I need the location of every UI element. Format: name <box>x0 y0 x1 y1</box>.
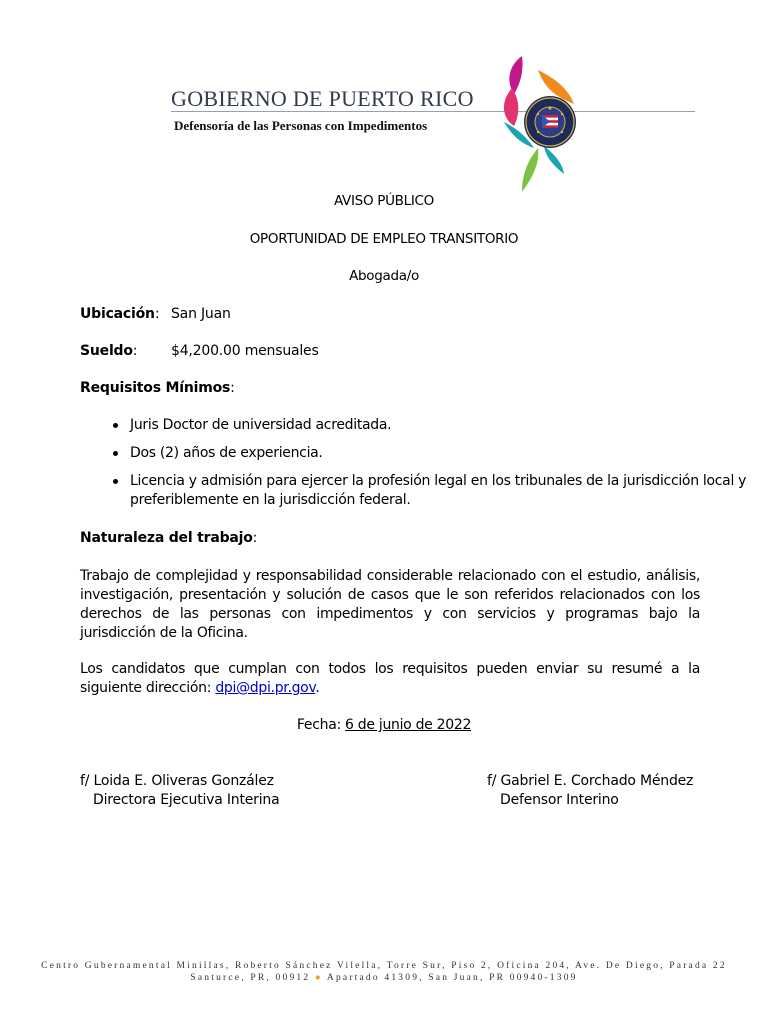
header-divider <box>171 111 695 112</box>
footer-address-part: Santurce, PR, 00912 <box>190 973 311 983</box>
signature-right <box>487 772 693 810</box>
signature-left <box>80 772 279 810</box>
notice-position: Abogada/o <box>349 268 419 284</box>
date-label: Fecha: <box>296 717 346 733</box>
nature-paragraph: Trabajo de complejidad y responsabilidad considerable relacionado con el estudio, análisis, investigación, presentación y solución de casos que le son referidos relacionados con los derechos de las personas con impedimentos y con servicios y programas bajo la jurisdicción de la Oficina. <box>80 568 700 641</box>
apply-text: Los candidatos que cumplan con todos los requisitos pueden enviar su resumé a la siguiente dirección: <box>80 661 700 696</box>
signature-title: Directora Ejecutiva Interina <box>93 792 280 808</box>
footer-address-part: Apartado 41309, San Juan, PR 00940-1309 <box>326 973 578 983</box>
bullet-icon: ● <box>314 973 323 983</box>
nature-label: Naturaleza del trabajo <box>80 530 253 546</box>
header-subtitle: Defensoría de las Personas con Impedimentos <box>174 118 428 133</box>
footer-address-line1: Centro Gubernamental Minillas, Roberto Sánchez Vilella, Torre Sur, Piso 2, Oficina 204, Ave. De Diego, Parada 22 <box>41 961 727 971</box>
header-title: GOBIERNO DE PUERTO RICO <box>171 86 474 111</box>
requirements-label: Requisitos Mínimos <box>80 380 231 396</box>
salary-field: Sueldo: $4,200.00 mensuales <box>80 343 319 359</box>
nature-heading: Naturaleza del trabajo: <box>80 530 258 546</box>
location-value: San Juan <box>171 306 231 322</box>
location-label: Ubicación <box>80 306 155 322</box>
notice-heading: AVISO PÚBLICO <box>333 193 434 209</box>
list-item: Dos (2) años de experiencia. <box>130 444 752 463</box>
signature-name: f/ Gabriel E. Corchado Méndez <box>487 773 694 789</box>
email-link[interactable]: dpi@dpi.pr.gov <box>215 680 316 696</box>
footer-address-line2 <box>0 973 768 983</box>
signature-name: f/ Loida E. Oliveras González <box>80 773 274 789</box>
list-item: Licencia y admisión para ejercer la profesión legal en los tribunales de la jurisdicción local y preferiblemente en la jurisdicción federal. <box>130 472 752 510</box>
apply-paragraph: Los candidatos que cumplan con todos los requisitos pueden enviar su resumé a la siguiente dirección: dpi@dpi.pr.gov. <box>80 661 700 696</box>
requirements-list <box>80 416 752 519</box>
signature-title: Defensor Interino <box>500 792 619 808</box>
date-value: 6 de junio de 2022 <box>345 717 472 733</box>
salary-value: $4,200.00 mensuales <box>171 343 319 359</box>
notice-opportunity: OPORTUNIDAD DE EMPLEO TRANSITORIO <box>249 231 519 247</box>
location-field: Ubicación: San Juan <box>80 306 231 322</box>
date-line <box>0 717 768 733</box>
government-logo <box>498 52 588 194</box>
requirements-heading: Requisitos Mínimos: <box>80 380 235 396</box>
salary-label: Sueldo <box>80 343 133 359</box>
list-item: Juris Doctor de universidad acreditada. <box>130 416 752 435</box>
